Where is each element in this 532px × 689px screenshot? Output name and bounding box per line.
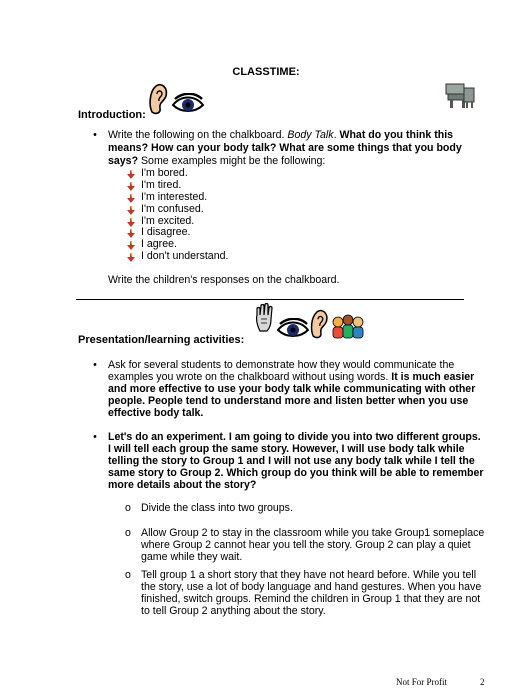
arrow-bullet-icon [127, 229, 135, 238]
bullet-marker: • [93, 431, 97, 443]
intro-italic-text: Body Talk [287, 129, 334, 141]
presentation-bullet2-line-3: telling the story to Group 1 and I will not use any body talk while I tell the [108, 455, 475, 467]
step-3-line-2: the story, use a lot of body language and hand gestures. When you have [141, 581, 482, 593]
intro-bold-text: means? How can your body talk? What are some things that you body [108, 142, 462, 154]
bullet-marker: • [93, 129, 97, 141]
presentation-heading: Presentation/learning activities: [78, 334, 245, 346]
intro-text: Some examples might be the following: [138, 155, 326, 167]
example-text: I'm tired. [141, 178, 182, 191]
step-3-line-1: Tell group 1 a short story that they have not heard before. While you tell [141, 569, 477, 581]
list-item [127, 251, 228, 263]
ear-icon [147, 82, 169, 116]
step-3-line-3: finished, switch groups. Remind the children in Group 1 that they are not [141, 593, 481, 605]
sub-bullet-marker: o [125, 527, 131, 539]
group-of-children-icon [330, 314, 366, 340]
bullet-marker: • [93, 359, 97, 371]
examples-list [127, 168, 228, 263]
intro-bullet-line-2 [108, 142, 462, 155]
ear-icon [308, 308, 330, 340]
presentation-bold-text: and more effective to use your body talk while communicating with other [108, 383, 476, 395]
intro-text: . [333, 129, 340, 141]
intro-bullet-line-1 [108, 129, 453, 142]
eye-icon [276, 318, 310, 340]
presentation-bullet1-line-5 [108, 407, 203, 420]
step-2-line-3: game while they wait. [141, 551, 243, 563]
arrow-bullet-icon [127, 182, 135, 191]
classroom-desk-icon [444, 80, 476, 110]
arrow-bullet-icon [127, 253, 135, 262]
presentation-text: examples you wrote on the chalkboard without using words. [108, 371, 392, 383]
intro-closing: Write the children's responses on the chalkboard. [108, 274, 340, 286]
step-1: Divide the class into two groups. [141, 502, 293, 514]
step-2-line-1: Allow Group 2 to stay in the classroom while you take Group1 someplace [141, 527, 485, 539]
example-text: I disagree. [141, 226, 191, 239]
footer-text: Not For Profit [396, 677, 448, 687]
step-2-line-2: where Group 2 cannot hear you tell the story. Group 2 can play a quiet [141, 539, 471, 551]
example-text: I'm confused. [141, 202, 204, 215]
presentation-bold-text: people. People tend to understand more and listen better when you use [108, 395, 469, 407]
hand-icon [254, 303, 274, 333]
page-title: CLASSTIME: [232, 66, 300, 78]
presentation-bullet2-line-4: same story to Group 2. Which group do you think will be able to remember [108, 467, 484, 479]
example-text: I don't understand. [141, 250, 229, 263]
arrow-bullet-icon [127, 206, 135, 215]
intro-text: Write the following on the chalkboard. [108, 129, 288, 141]
presentation-bullet1-line-1: Ask for several students to demonstrate how they would communicate the [108, 359, 455, 371]
introduction-heading: Introduction: [78, 109, 146, 121]
presentation-bullet2-line-2: I will tell each group the same story. However, I will use body talk while [108, 443, 465, 455]
presentation-bold-text: It is much easier [391, 371, 475, 383]
presentation-bold-text: effective body talk. [108, 407, 204, 419]
step-3-line-4: to tell Group 2 anything about the story. [141, 605, 326, 617]
example-text: I'm excited. [141, 214, 195, 227]
arrow-bullet-icon [127, 218, 135, 227]
example-text: I agree. [141, 238, 177, 251]
arrow-bullet-icon [127, 170, 135, 179]
intro-bold-text: says? [108, 155, 139, 167]
intro-bold-text: What do you think this [339, 129, 454, 141]
page-number: 2 [480, 677, 485, 687]
sub-bullet-marker: o [125, 502, 131, 514]
example-text: I'm bored. [141, 167, 188, 179]
arrow-bullet-icon [127, 241, 135, 250]
eye-icon [171, 93, 205, 115]
example-text: I'm interested. [141, 190, 208, 203]
sub-bullet-marker: o [125, 569, 131, 581]
presentation-bullet2-line-5: more details about the story? [108, 479, 257, 491]
presentation-bullet2-line-1: Let's do an experiment. I am going to divide you into two different groups. [108, 431, 481, 443]
arrow-bullet-icon [127, 194, 135, 203]
section-divider [76, 299, 464, 300]
